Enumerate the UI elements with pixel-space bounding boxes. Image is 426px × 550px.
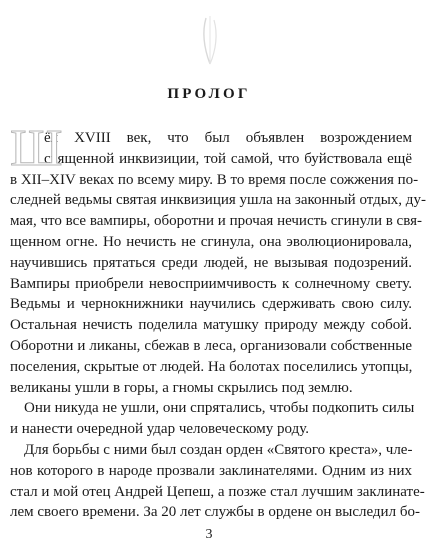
text-line: Ведьмы и чернокнижники научились сдерживать свою силу. <box>10 296 412 313</box>
page-number: 3 <box>205 527 213 542</box>
text-line: научившись прятаться среди людей, не вызывая подозрений. <box>10 254 412 271</box>
text-line: Остальная нечисть поделила матушку природу между собой. <box>10 317 412 334</box>
text-line: следней ведьмы святая инквизиция ушла на законный отдых, ду- <box>10 192 426 209</box>
chapter-title: ПРОЛОГ <box>167 86 251 102</box>
body-text <box>10 120 426 523</box>
text-line: и нанести очередной удар человеческому роду. <box>10 421 309 438</box>
text-line: мая, что все вампиры, оборотни и прочая нечисть сгинули в свя- <box>10 213 422 230</box>
decorative-ornament-icon <box>180 14 240 68</box>
text-line: лем своего времени. За 20 лет службы в ордене он выследил бо- <box>10 504 420 521</box>
text-line: в XII–XIV веках по всему миру. В то время после сожжения по- <box>10 171 419 188</box>
text-line: Оборотни и ликаны, сбежав в леса, организовали собственные <box>10 337 412 354</box>
text-line: нов которого в народе прозвали заклинателями. Одним из них <box>10 462 412 479</box>
text-line: Для борьбы с ними был создан орден «Святого креста», чле- <box>24 441 413 458</box>
paragraph-1 <box>10 120 426 398</box>
paragraph-2 <box>10 398 415 440</box>
text-line: щенном огне. Но нечисть не сгинула, она эволюционировала, <box>10 233 412 250</box>
text-line: поселения, скрытые от людей. На болотах поселились утопцы, <box>10 358 413 375</box>
text-line: ёл XVIII век, что был объявлен возрождением <box>44 130 412 146</box>
drop-cap-letter: Ш <box>10 120 63 177</box>
paragraph-3 <box>10 440 425 523</box>
text-line: Вампиры приобрели невосприимчивость к солнечному свету. <box>10 275 412 292</box>
text-line: стал и мой отец Андрей Цепеш, а позже стал лучшим заклинате- <box>10 483 425 500</box>
text-line: великаны ушли в горы, а гномы скрылись под землю. <box>10 379 353 396</box>
drop-cap <box>10 120 63 177</box>
text-line: священной инквизиции, той самой, что буйствовала ещё <box>44 150 412 167</box>
text-line: Они никуда не ушли, они спрятались, чтобы подкопить силы <box>24 400 415 417</box>
